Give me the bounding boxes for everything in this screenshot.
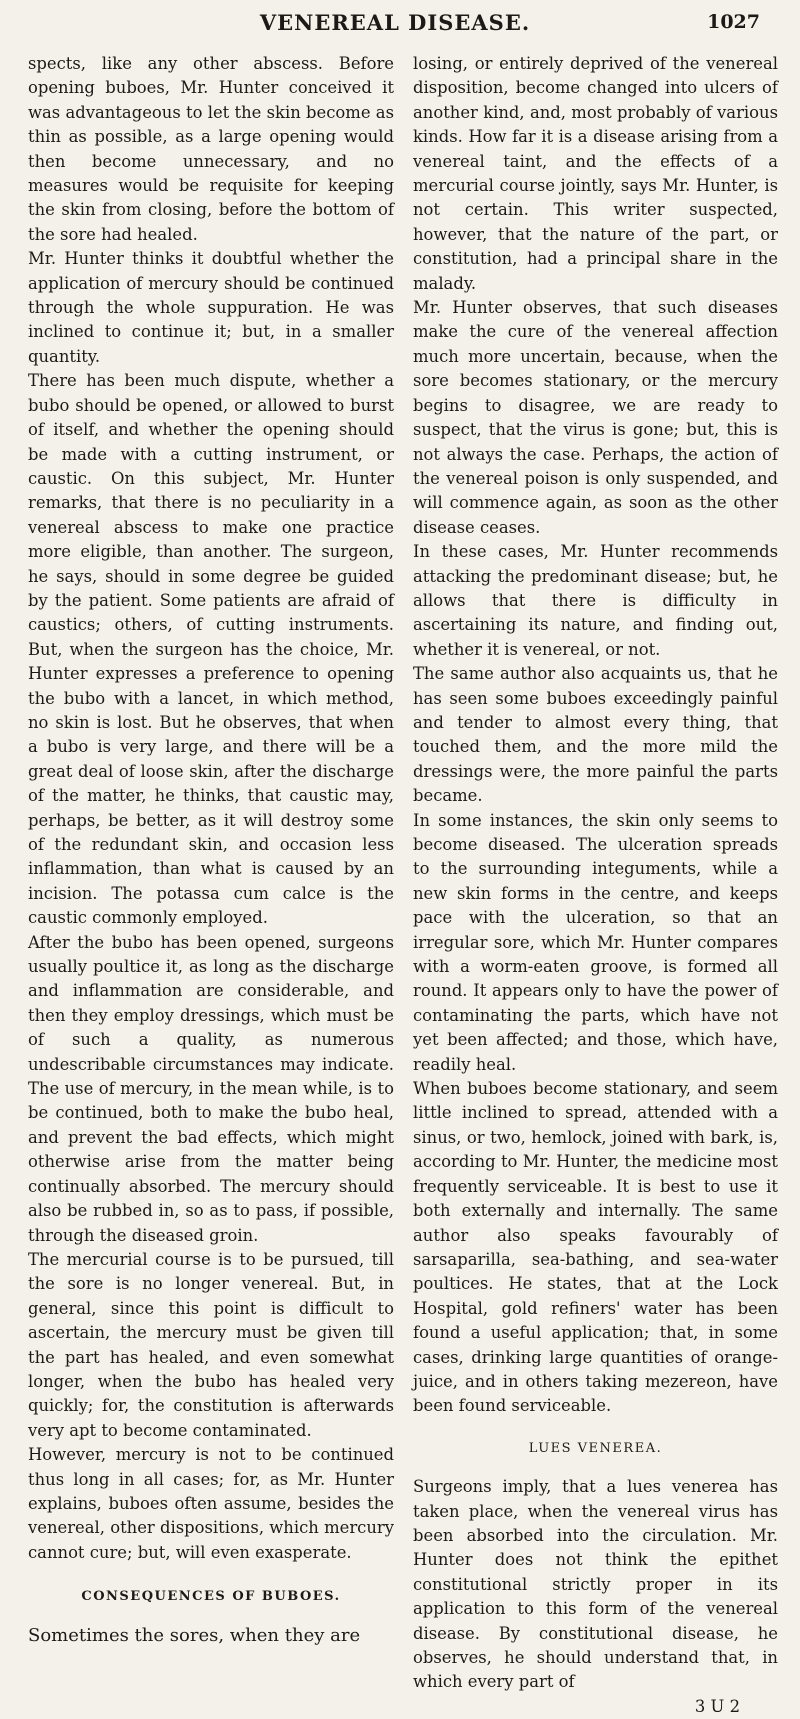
paragraph: Sometimes the sores, when they are: [28, 1624, 361, 1646]
paragraph: Mr. Hunter thinks it doubtful whether the application of mercury should be continued through the whole suppuration. He was inclined to continue it; but, in a smaller quantity.: [28, 249, 394, 366]
left-column: [28, 52, 394, 1648]
signature-mark: 3 U 2: [694, 1696, 740, 1716]
paragraph: losing, or entirely deprived of the venereal disposition, become changed into ulcers of another kind, and, most probably of various kinds. How far it is a disease arising from a venereal taint, and the effects of a mercurial course jointly, says Mr. Hunter, is not certain. This writer suspected, however, that the nature of the part, or constitution, had a principal share in the malady.: [413, 54, 778, 293]
paragraph: Surgeons imply, that a lues venerea has taken place, when the venereal virus has been absorbed into the circulation. Mr. Hunter does not think the epithet constitutional strictly proper in its application to this form of the venereal disease. By constitutional disease, he observes, he should understand that, in which every part of: [413, 1477, 778, 1692]
paragraph: In these cases, Mr. Hunter recommends attacking the predominant disease; but, he allows that there is difficulty in ascertaining its nature, and finding out, whether it is venereal, or not.: [413, 542, 778, 659]
paragraph: After the bubo has been opened, surgeons usually poultice it, as long as the discharge and inflammation are considerable, and then they employ dressings, which must be of such a quality, as numerous undescribable circumstances may indicate. The use of mercury, in the mean while, is to be continued, both to make the bubo heal, and prevent the bad effects, which might otherwise arise from the matter being continually absorbed. The mercury should also be rubbed in, so as to pass, if possible, through the diseased groin.: [28, 932, 394, 1245]
paragraph: spects, like any other abscess. Before opening buboes, Mr. Hunter conceived it was advantageous to let the skin become as thin as possible, as a large opening would then become unnecessary, and no measures would be requisite for keeping the skin from closing, before the bottom of the sore had healed.: [28, 54, 394, 244]
paragraph: In some instances, the skin only seems to become diseased. The ulceration spreads to the surrounding integuments, while a new skin forms in the centre, and keeps pace with the ulceration, so that an irregular sore, which Mr. Hunter compares with a worm-eaten groove, is formed all round. It appears only to have the power of contaminating the parts, which have not yet been affected; and those, which have, readily heal.: [413, 810, 778, 1074]
section-heading: LUES VENEREA.: [528, 1440, 663, 1456]
page-header: [30, 8, 760, 44]
page-number: 1027: [707, 11, 760, 33]
paragraph: When buboes become stationary, and seem little inclined to spread, attended with a sinus, or two, hemlock, joined with bark, is, according to Mr. Hunter, the medicine most frequently serviceable. It is best to use it both externally and internally. The same author also speaks favourably of sarsaparilla, sea-bathing, and sea-water poultices. He states, that at the Lock Hospital, gold refiners' water has been found a useful application; that, in some cases, drinking large quantities of orange-juice, and in others taking mezereon, have been found serviceable.: [413, 1079, 778, 1416]
paragraph: The same author also acquaints us, that he has seen some buboes exceedingly painful and tender to almost every thing, that touched them, and the more mild the dressings were, the more painful the parts became.: [413, 664, 778, 806]
right-column: [413, 52, 778, 1719]
paragraph: However, mercury is not to be continued thus long in all cases; for, as Mr. Hunter explains, buboes often assume, besides the venereal, other dispositions, which mercury cannot cure; but, will even exasperate.: [28, 1445, 394, 1562]
section-heading: CONSEQUENCES OF BUBOES.: [81, 1589, 341, 1605]
paragraph: Mr. Hunter observes, that such diseases make the cure of the venereal affection much more uncertain, because, when the sore becomes stationary, or the mercury begins to disagree, we are ready to suspect, that the virus is gone; but, this is not always the case. Perhaps, the action of the venereal poison is only suspended, and will commence again, as soon as the other disease ceases.: [413, 298, 778, 537]
paragraph: There has been much dispute, whether a bubo should be opened, or allowed to burst of itself, and whether the opening should be made with a cutting instrument, or caustic. On this subject, Mr. Hunter remarks, that there is no peculiarity in a venereal abscess to make one practice more eligible, than another. The surgeon, he says, should in some degree be guided by the patient. Some patients are afraid of caustics; others, of cutting instruments. But, when the surgeon has the choice, Mr. Hunter expresses a preference to opening the bubo with a lancet, in which method, no skin is lost. But he observes, that when a bubo is very large, and there will be a great deal of loose skin, after the discharge of the matter, he thinks, that caustic may, perhaps, be better, as it will destroy some of the redundant skin, and occasion less inflammation, than what is caused by an incision. The potassa cum calce is the caustic commonly employed.: [28, 371, 394, 928]
running-head: VENEREAL DISEASE.: [259, 10, 531, 35]
paragraph: The mercurial course is to be pursued, till the sore is no longer venereal. But, in general, since this point is difficult to ascertain, the mercury must be given till the part has healed, and even somewhat longer, when the bubo has healed very quickly; for, the constitution is afterwards very apt to become contaminated.: [28, 1249, 394, 1440]
